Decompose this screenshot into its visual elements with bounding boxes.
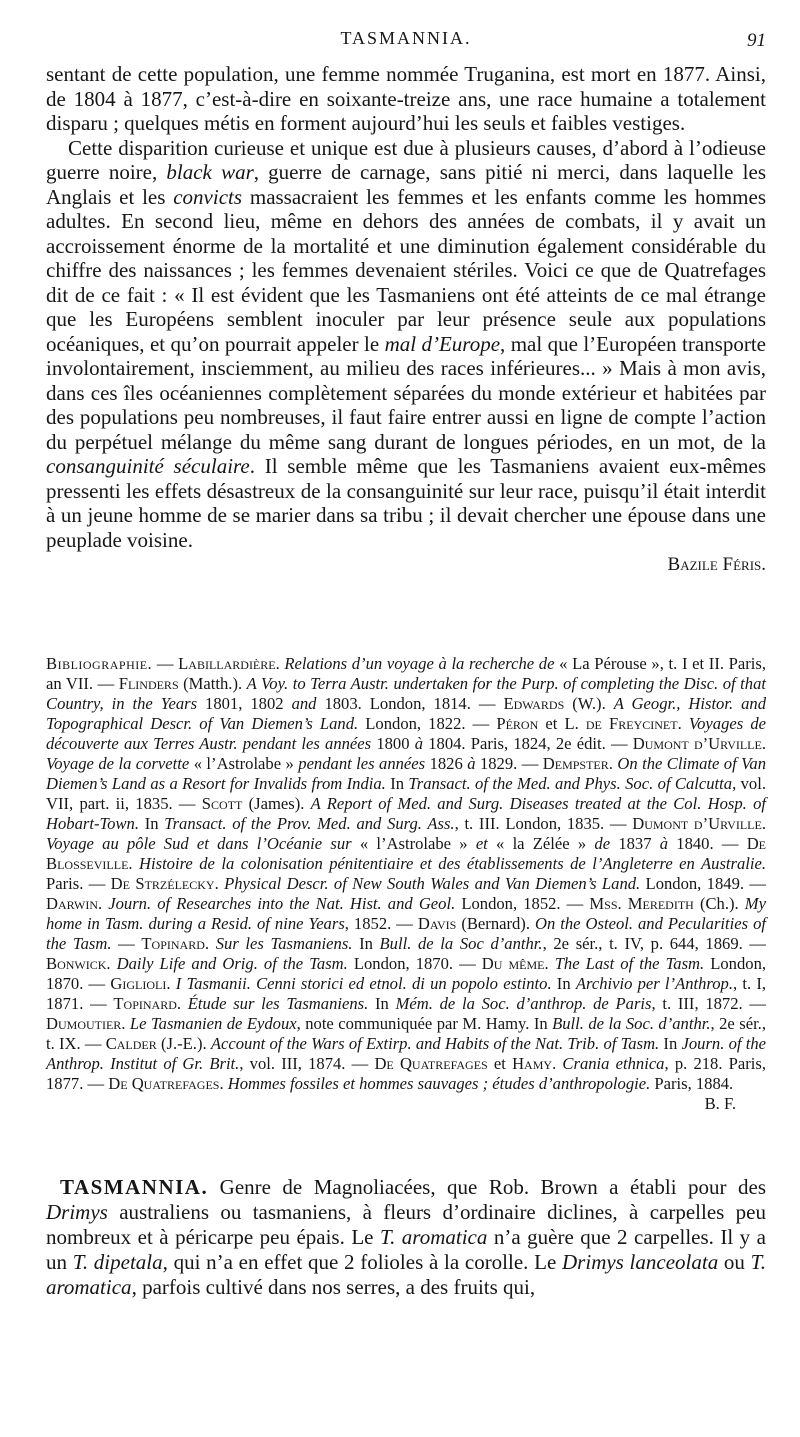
entry-paragraph [46,1175,766,1300]
biblio-author: Dumoutier [46,1014,122,1033]
biblio-title: Transact. of the Prov. Med. and Surg. Ass. [164,814,455,833]
biblio-text: 1840. — [668,834,747,853]
italic-term: convicts [173,184,243,209]
biblio-text: , vol. VII, part. ii, 1835. — [46,774,766,813]
biblio-text: , t. I, 1871. — [46,974,767,1013]
biblio-text: — [111,934,142,953]
biblio-author: Flinders [118,674,179,693]
biblio-text: , note communiquée par M. Hamy. In [296,1014,553,1033]
biblio-text: — [152,654,179,673]
biblio-author: De Quatrefages [108,1074,220,1093]
biblio-title: Account of the Wars of Extirp. and Habits of the Nat. Trib. of Tasm. [210,1034,660,1053]
biblio-title: Daily Life and Orig. of the Tasm. [116,954,348,973]
biblio-author: Topinard [141,934,205,953]
biblio-text: 1801, 1802 [197,694,292,713]
biblio-text: (Bernard). [456,914,535,933]
biblio-title: Physical Descr. of New South Wales and Van Diemen’s Land. [224,874,641,893]
italic-term: black war [166,160,254,184]
biblio-title: de [594,834,611,853]
biblio-text: London, 1849. — [640,874,766,893]
biblio-author: Dumont d’Urville [632,734,762,753]
article-paragraph-1: sentant de cette population, une femme nommée Truganina, est mort en 1877. Ainsi, de 1804 à 1877, c’est-à-dire en soixante-treize ans, une race humaine a totalement disparu ; quelques métis en forment aujourd’hui les seuls et faibles vestiges. [46,62,766,135]
biblio-text: 1837 [610,834,660,853]
biblio-title: Journ. of the Anthrop. Institut of Gr. Brit. [46,1034,766,1073]
biblio-title: Sur les Tasmaniens. [215,934,353,953]
biblio-title: On the Climate of Van Diemen’s Land as a Resort for Invalids from India. [46,754,767,793]
entry-text: Genre de Magnoliacées, que Rob. Brown a établi pour des [208,1175,766,1199]
biblio-title: Archivio per l’Anthrop. [575,974,733,993]
entry-text: australiens ou tasmaniens, à fleurs d’ordinaire diclines, à carpelles peu nombreux et à péricarpe peu épais. Le [46,1200,766,1249]
document-page [46,0,766,1437]
biblio-author: Mss. Meredith [589,894,694,913]
biblio-text: 1800 [371,734,415,753]
biblio-title: Crania ethnica [562,1054,665,1073]
biblio-text: , 2e sér., t. IX. — [46,1014,766,1053]
biblio-author: Giglioli [110,974,167,993]
biblio-text: In [385,774,409,793]
biblio-title: Le Tasmanien de Eydoux [129,1014,297,1033]
biblio-text: « l’Astrolabe » [351,834,476,853]
biblio-author: Edwards [503,694,565,713]
biblio-title: Étude sur les Tasmaniens. [187,994,369,1013]
biblio-text: 1826 [425,754,468,773]
biblio-author: Labillardière [178,654,276,673]
running-header [46,28,766,52]
biblio-text: London, 1852. — [455,894,590,913]
biblio-title: Mém. de la Soc. d’anthrop. de Paris [395,994,652,1013]
biblio-text: (Ch.). [693,894,745,913]
article-paragraph-2 [46,136,766,553]
text-run: Cette disparition curieuse et unique est due à plusieurs causes, d’abord à l’odieuse guerre noire, [46,135,766,184]
biblio-title: A Geogr., Histor. and Topographical Descr. of Van Diemen’s Land. [46,694,766,733]
page-number: 91 [747,30,766,51]
biblio-author: De Quatrefages [374,1054,488,1073]
text-run: , guerre de carnage, sans pitié ni merci, dans laquelle les Anglais et les [46,160,767,209]
entry-headword: TASMANNIA. [60,1175,209,1199]
biblio-text: (Matth.). [178,674,247,693]
biblio-author: De Strzélecky [110,874,215,893]
biblio-text: In [352,934,380,953]
biblio-title: and [291,694,317,713]
article-author: Bazile Féris. [667,554,766,575]
biblio-author: Scott [201,794,243,813]
biblio-author: de Freycinet [585,714,678,733]
biblio-text: « l’Astrolabe » [189,754,299,773]
italic-term: mal d’Europe [384,331,501,356]
biblio-author: Dumont d’Urville [632,814,762,833]
biblio-title: A Voy. to Terra Austr. undertaken for the Purp. of completing the Disc. of that Country, in the Years [46,674,766,713]
biblio-text: « la Zélée » [487,834,595,853]
biblio-text: « La Pérouse », t. I et II. Paris, an VII. — [46,654,766,693]
biblio-text: In [551,974,576,993]
biblio-text: In [138,814,165,833]
biblio-author: Dempster [542,754,609,773]
biblio-text: , vol. III, 1874. — [239,1054,375,1073]
biblio-text: 1829. — [475,754,543,773]
biblio-text: , t. III. London, 1835. — [454,814,633,833]
biblio-text: 1804. Paris, 1824, 2e édit. — [423,734,633,753]
biblio-author: Hamy [512,1054,553,1073]
entry-taxon: T. aromatica [379,1225,488,1249]
entry-text: , qui n’a en effet que 2 folioles à la corolle. Le [162,1250,563,1274]
text-run: massacraient les femmes et les enfants comme les hommes adultes. En second lieu, même en dehors des années de combats, il y avait un accroissement énorme de la mortalité et une diminution également considérable du chiffre des naissances ; les femmes devenaient stériles. Voici ce que de Quatrefages dit de ce fait : « Il est évident que les Tasmaniens ont été atteints de ce mal étrange que les Européens semblent inoculer par leur présence seule aux populations océaniques, et qu’on pourrait appeler le [46,184,766,356]
running-title: TASMANNIA. [340,28,472,48]
biblio-author: De Blosseville [46,834,767,873]
biblio-text: (James). [242,794,311,813]
biblio-text: London, 1870. — [347,954,482,973]
bibliography [46,654,766,1114]
text-run: , mal que l’Européen transporte involontairement, insciemment, au milieu des races inférieures... » Mais à mon avis, dans ces îles océaniennes complètement séparées du monde extérieur et habitées par des populations peu nombreuses, il faut faire entrer aussi en ligne de compte l’action du perpétuel mélange du même sang durant de longues périodes, en un mot, de la [46,331,766,454]
biblio-title: Bull. de la Soc. d’anthr. [552,1014,711,1033]
biblio-title: On the Osteol. and Pecularities of the Tasm. [46,914,766,953]
biblio-text: (J.-E.). [156,1034,211,1053]
tasmannia-entry [46,1175,766,1300]
entry-taxon: Drimys lanceolata [562,1250,719,1274]
biblio-text: et L. [538,714,586,733]
bibliography-paragraph: Bibliographie. — Labillardière. Relations d’un voyage à la recherche de « La Pérouse », t. I et II. Paris, an VII. — Flinders (Matth.). A Voy. to Terra Austr. undertaken for the Purp. of completing the Disc. of that Country, in the Years 1801, 1802 and 1803. London, 1814. — Edwards (W.). A Geogr., Histor. and Topographical Descr. of Van Diemen’s Land. London, 1822. — Péron et L. de Freycinet. Voyages de découverte aux Terres Austr. pendant les années 1800 à 1804. Paris, 1824, 2e édit. — Dumont d’Urville. Voyage de la corvette « l’Astrolabe » pendant les années 1826 à 1829. — Dempster. On the Climate of Van Diemen’s Land as a Resort for Invalids from India. In Transact. of the Med. and Phys. Soc. of Calcutta, vol. VII, part. ii, 1835. — Scott (James). A Report of Med. and Surg. Diseases treated at the Col. Hosp. of Hobart-Town. In Transact. of the Prov. Med. and Surg. Ass., t. III. London, 1835. — Dumont d’Urville. Voyage au pôle Sud et dans l’Océanie sur « l’Astrolabe » et « la Zélée » de 1837 à 1840. — De Blosseville. Histoire de la colonisation pénitentiaire et des établissements de l’Angleterre en Australie. Paris. — De Strzélecky. Physical Descr. of New South Wales and Van Diemen’s Land. London, 1849. — Darwin. Journ. of Researches into the Nat. Hist. and Geol. London, 1852. — Mss. Meredith (Ch.). My home in Tasm. during a Resid. of nine Years, 1852. — Davis (Bernard). On the Osteol. and Pecularities of the Tasm. — Topinard. Sur les Tasmaniens. In Bull. de la Soc d’anthr., 2e sér., t. IV, p. 644, 1869. — Bonwick. Daily Life and Orig. of the Tasm. London, 1870. — Du même. The Last of the Tasm. London, 1870. — Giglioli. I Tasmanii. Cenni storici ed etnol. di un popolo estinto. In Archivio per l’Anthrop., t. I, 1871. — Topinard. Étude sur les Tasmaniens. In Mém. de la Soc. d’anthrop. de Paris, t. III, 1872. — Dumoutier. Le Tasmanien de Eydoux, note communiquée par M. Hamy. In Bull. de la Soc. d’anthr., 2e sér., t. IX. — Calder (J.-E.). Account of the Wars of Extirp. and Habits of the Nat. Trib. of Tasm. In Journ. of the Anthrop. Institut of Gr. Brit., vol. III, 1874. — De Quatrefages et Hamy. Crania ethnica, p. 218. Paris, 1877. — De Quatrefages. Hommes fossiles et hommes sauvages ; études d’anthropologie. Paris, 1884. B. F. [46,654,767,1113]
biblio-title: Relations d’un voyage à la recherche de [284,654,555,673]
biblio-title: My home in Tasm. during a Resid. of nine Years [46,894,766,933]
biblio-title: Bull. de la Soc d’anthr. [379,934,543,953]
biblio-title: à [467,754,476,773]
biblio-author: Péron [496,714,539,733]
entry-text: ou [718,1250,751,1274]
biblio-title: et [475,834,488,853]
biblio-text: , 2e sér., t. IV, p. 644, 1869. — [542,934,767,953]
biblio-author: Bonwick [46,954,107,973]
biblio-author: Du même [481,954,545,973]
biblio-title: The Last of the Tasm. [554,954,705,973]
biblio-title: à [659,834,669,853]
biblio-title: Hommes fossiles et hommes sauvages ; études d’anthropologie. [227,1074,651,1093]
entry-taxon: T. aromatica [46,1250,767,1299]
biblio-text: 1803. London, 1814. — [316,694,504,713]
biblio-text: Paris, 1884. [650,1074,734,1093]
biblio-text: In [659,1034,682,1053]
article-body [46,62,766,578]
biblio-text: (W.). [564,694,614,713]
entry-text: n’a guère que 2 carpelles. Il y a un [46,1225,766,1274]
biblio-text: Paris. — [46,874,111,893]
biblio-title: A Report of Med. and Surg. Diseases treated at the Col. Hosp. of Hobart-Town. [46,794,766,833]
biblio-author: Darwin [46,894,98,913]
entry-text: , parfois cultivé dans nos serres, a des fruits qui, [131,1275,536,1299]
biblio-author: Davis [417,914,457,933]
biblio-author: Topinard [113,994,177,1013]
biblio-title: Voyage au pôle Sud et dans l’Océanie sur [46,834,352,853]
entry-taxon: T. dipetala [72,1250,163,1274]
biblio-title: pendant les années [298,754,426,773]
biblio-text: In [368,994,396,1013]
text-run: . Il semble même que les Tasmaniens avaient eux-mêmes pressenti les effets désastreux de la consanguinité sur leur race, puisqu’il était interdit à un jeune homme de se marier dans sa tribu ; il devait chercher une épouse dans une peuplade voisine. [46,454,767,552]
biblio-title: Histoire de la colonisation pénitentiaire et des établissements de l’Angleterre en Australie. [139,854,766,873]
biblio-text: , 1852. — [344,914,418,933]
bibliography-signature: B. F. [704,1094,736,1113]
biblio-text: London, 1870. — [46,954,767,993]
biblio-text: London, 1822. — [358,714,497,733]
italic-term: consanguinité séculaire [46,454,250,478]
biblio-title: I Tasmanii. Cenni storici ed etnol. di un popolo estinto. [175,974,552,993]
biblio-text: , p. 218. Paris, 1877. — [46,1054,767,1093]
biblio-title: à [414,734,424,753]
bibliography-label: Bibliographie. [46,654,153,673]
biblio-title: Journ. of Researches into the Nat. Hist. and Geol. [108,894,456,913]
biblio-title: Transact. of the Med. and Phys. Soc. of Calcutta [408,774,733,793]
biblio-text: et [487,1054,513,1073]
biblio-author: Calder [105,1034,157,1053]
entry-taxon: Drimys [46,1200,108,1224]
biblio-text: , t. III, 1872. — [651,994,766,1013]
biblio-title: Voyage de la corvette [46,754,190,773]
biblio-title: Voyages de découverte aux Terres Austr. pendant les années [46,714,766,753]
